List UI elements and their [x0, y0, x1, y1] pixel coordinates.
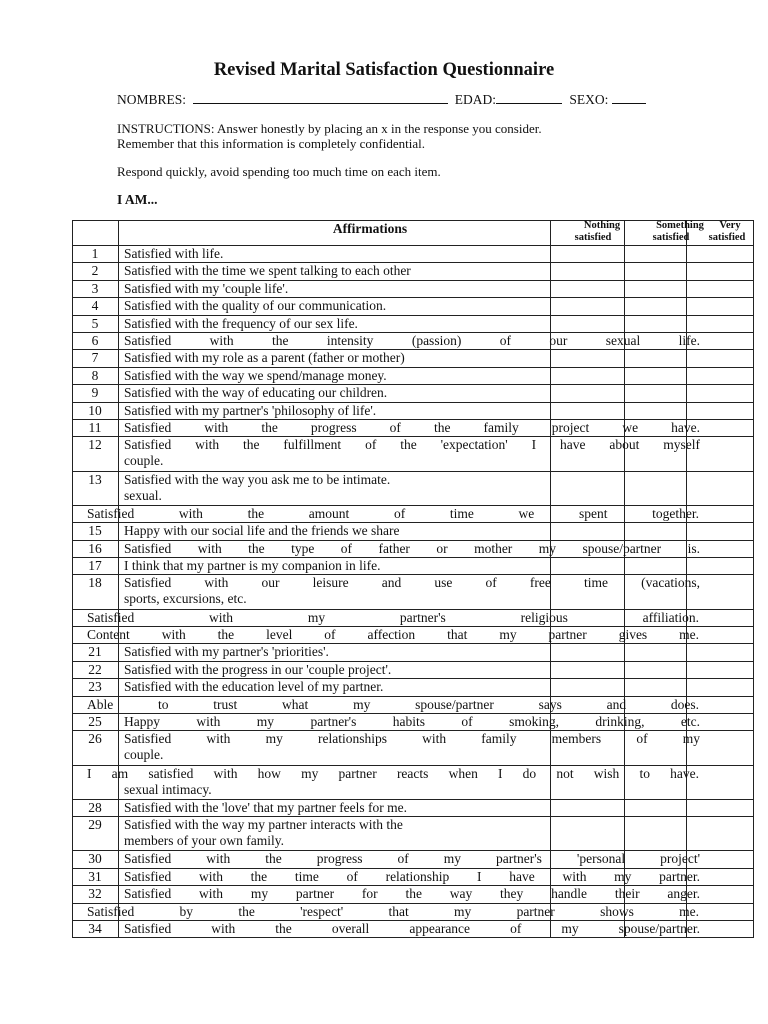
row-text: Satisfied with the fulfillment of the 'expectation' I have about myself: [124, 437, 700, 453]
header-nothing-line2: satisfied: [574, 232, 612, 243]
header-very-satisfied: [692, 220, 754, 244]
row-text: Satisfied with the intensity (passion) of our sexual life.: [124, 333, 700, 348]
row-number: 16: [88, 540, 102, 556]
table-row: [72, 662, 754, 679]
row-number: 4: [91, 298, 99, 314]
table-row: [72, 350, 754, 367]
table-row: [72, 246, 754, 263]
table-row: [72, 420, 754, 437]
row-text: Satisfied with the overall appearance of my spouse/partner.: [124, 921, 700, 936]
row-text: Satisfied with the way we spend/manage money.: [124, 367, 387, 383]
row-text: Happy with our social life and the friends we share: [124, 523, 400, 539]
row-number: 29: [88, 817, 102, 833]
row-text: Satisfied with the progress of my partner's 'personal project': [124, 851, 700, 867]
row-number: 9: [91, 385, 99, 401]
row-text: Satisfied by the 'respect' that my partner shows me.: [87, 903, 699, 919]
row-number: 3: [91, 280, 99, 296]
document-title: Revised Marital Satisfaction Questionnaire: [213, 60, 555, 80]
row-text: Satisfied with the education level of my partner.: [124, 679, 384, 695]
table-row: [72, 298, 754, 315]
personal-info-line: [117, 92, 646, 108]
row-text-continued: sexual.: [124, 487, 162, 503]
row-text: Satisfied with the quality of our communication.: [124, 298, 387, 314]
row-number: 17: [88, 558, 102, 573]
row-text: Satisfied with the 'love' that my partner feels for me.: [124, 799, 408, 815]
table-row: [72, 800, 754, 817]
row-text: Satisfied with the way of educating our children.: [124, 385, 388, 401]
row-number: 2: [91, 263, 99, 279]
row-text: Satisfied with my relationships with family members of my: [124, 731, 700, 747]
row-text: Satisfied with my partner's 'priorities'.: [124, 644, 329, 660]
row-number: 11: [88, 420, 102, 435]
names-label: NOMBRES:: [117, 92, 187, 107]
table-row: [72, 697, 754, 714]
table-row: [72, 627, 754, 644]
table-row: [72, 316, 754, 333]
row-number: 25: [88, 714, 102, 729]
row-text: Satisfied with the amount of time we spent together.: [87, 505, 699, 521]
table-row: [72, 523, 754, 540]
row-text: Satisfied with the way my partner interacts with the: [124, 817, 403, 833]
row-number: 5: [91, 315, 99, 331]
table-row: [72, 333, 754, 350]
row-text: Satisfied with my partner's 'philosophy of life'.: [124, 402, 377, 418]
table-row: [72, 403, 754, 420]
row-number: 22: [88, 661, 102, 677]
sex-label: SEXO:: [569, 92, 609, 107]
header-nothing-satisfied: [552, 220, 634, 244]
table-row: [72, 541, 754, 558]
age-label: EDAD:: [454, 92, 497, 107]
row-text-continued: couple.: [124, 453, 164, 469]
row-text: Able to trust what my spouse/partner says and does.: [87, 696, 699, 712]
row-number: 8: [91, 367, 99, 383]
i-am-heading: I AM...: [117, 192, 158, 207]
row-text: Satisfied with my 'couple life'.: [124, 280, 289, 296]
row-number: 15: [88, 523, 102, 539]
row-number: 31: [88, 868, 102, 884]
table-row: [72, 368, 754, 385]
row-number: 26: [88, 731, 102, 747]
table-row: [72, 886, 754, 903]
row-number: 30: [88, 851, 102, 867]
row-number: 23: [88, 679, 102, 695]
row-number: 10: [88, 402, 102, 418]
table-row: [72, 817, 754, 851]
header-something-line1: Something: [656, 220, 704, 231]
row-text: Satisfied with my partner's religious affiliation.: [87, 609, 699, 625]
table-row: [72, 714, 754, 731]
table-row: [72, 679, 754, 696]
table-row: [72, 610, 754, 627]
row-text: Satisfied with life.: [124, 246, 224, 261]
row-number: 13: [88, 471, 102, 487]
table-row: [72, 851, 754, 868]
questionnaire-table: [72, 220, 754, 938]
table-row: [72, 437, 754, 471]
table-row: [72, 644, 754, 661]
header-very-line2: satisfied: [708, 232, 746, 243]
sex-field[interactable]: [612, 92, 646, 104]
row-number: 12: [88, 437, 102, 453]
instructions-line-2: Remember that this information is completely confidential.: [117, 136, 425, 151]
respond-quickly-note: Respond quickly, avoid spending too much time on each item.: [117, 164, 441, 179]
row-number: 6: [91, 333, 99, 348]
table-row: [72, 281, 754, 298]
row-text: Satisfied with the time we spent talking to each other: [124, 263, 411, 279]
row-text: Happy with my partner's habits of smoking, drinking, etc.: [124, 714, 700, 729]
age-field[interactable]: [496, 92, 562, 104]
table-row: [72, 921, 754, 938]
header-something-line2: satisfied: [652, 232, 690, 243]
row-text: Satisfied with our leisure and use of free time (vacations,: [124, 575, 700, 591]
row-number: 1: [91, 246, 99, 261]
row-number: 7: [91, 350, 99, 366]
row-text-continued: couple.: [124, 747, 164, 763]
row-text-continued: members of your own family.: [124, 833, 284, 849]
row-text: Satisfied with the way you ask me to be intimate.: [124, 471, 391, 487]
table-row: [72, 385, 754, 402]
instructions-line-1: INSTRUCTIONS: Answer honestly by placing an x in the response you consider.: [117, 121, 542, 136]
row-number: 34: [88, 921, 102, 936]
table-row: [72, 766, 754, 800]
row-text: Satisfied with the progress in our 'couple project'.: [124, 661, 392, 677]
row-text: Satisfied with my partner for the way they handle their anger.: [124, 886, 700, 902]
table-row: [72, 472, 754, 506]
header-nothing-line1: Nothing: [583, 220, 621, 231]
row-text: Satisfied with the progress of the family project we have.: [124, 420, 700, 435]
row-text: Satisfied with my role as a parent (father or mother): [124, 350, 405, 366]
table-row: [72, 506, 754, 523]
table-row: [72, 904, 754, 921]
table-row: [72, 731, 754, 765]
names-field[interactable]: [193, 92, 448, 104]
row-text: I think that my partner is my companion in life.: [124, 558, 381, 573]
table-row: [72, 263, 754, 280]
row-text-continued: sexual intimacy.: [124, 781, 212, 797]
row-text-continued: sports, excursions, etc.: [124, 591, 247, 607]
row-text: Satisfied with the frequency of our sex life.: [124, 315, 358, 331]
table-row: [72, 558, 754, 575]
table-row: [72, 869, 754, 886]
table-row: [72, 575, 754, 609]
header-affirmations: Affirmations: [332, 221, 408, 236]
header-very-line1: Very: [719, 220, 741, 231]
row-text: Content with the level of affection that my partner gives me.: [87, 627, 699, 642]
row-number: 28: [88, 799, 102, 815]
row-text: I am satisfied with how my partner reacts when I do not wish to have.: [87, 765, 699, 781]
row-number: 21: [88, 644, 102, 660]
row-number: 18: [88, 575, 102, 591]
row-number: 32: [88, 886, 102, 902]
row-text: Satisfied with the type of father or mother my spouse/partner is.: [124, 540, 700, 556]
row-text: Satisfied with the time of relationship I have with my partner.: [124, 868, 700, 884]
